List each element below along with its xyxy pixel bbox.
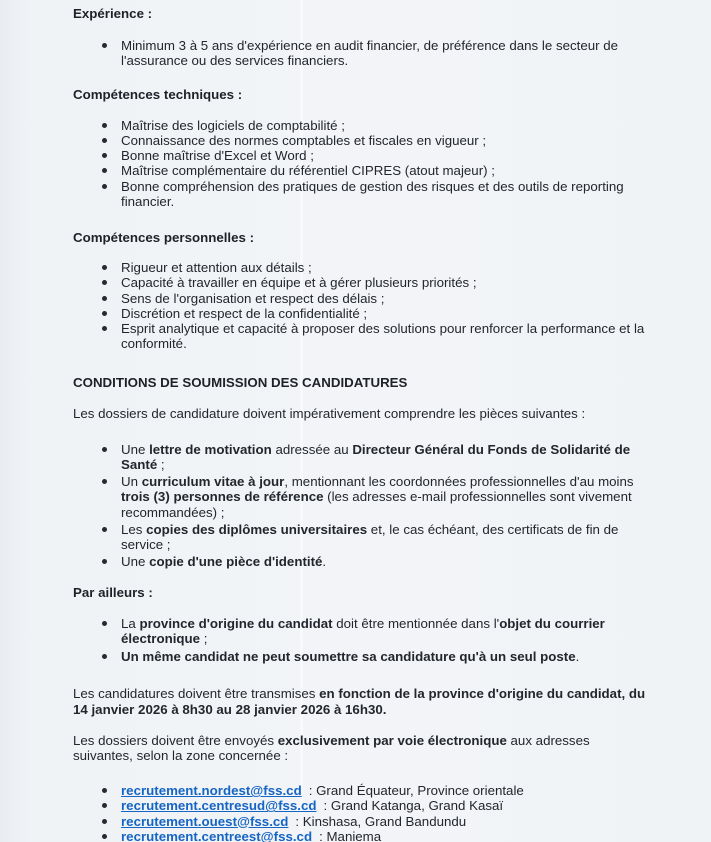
par-ailleurs-list <box>73 616 647 665</box>
bullet-icon <box>102 803 107 808</box>
text-segment: La <box>121 615 140 631</box>
par-ailleurs-heading: Par ailleurs : <box>73 585 153 601</box>
text-segment: Un <box>121 474 142 490</box>
list-item <box>73 616 647 646</box>
email-zone-label: : Grand Katanga, Grand Kasaï <box>323 798 504 814</box>
email-zone-label: : Grand Équateur, Province orientale <box>308 783 524 799</box>
text-segment: Maîtrise complémentaire du référentiel CIPRES (atout majeur) ; <box>121 163 495 179</box>
text-segment: Maîtrise des logiciels de comptabilité ; <box>121 117 345 133</box>
bullet-text <box>121 179 647 209</box>
bullet-text <box>121 275 647 290</box>
text-segment: ; <box>200 630 208 646</box>
bullet-icon <box>102 788 107 793</box>
text-segment: Les dossiers de candidature doivent impérativement comprendre les pièces suivantes : <box>73 405 586 421</box>
text-segment: province d'origine du candidat <box>139 615 333 631</box>
email-link-ouest[interactable]: recrutement.ouest@fss.cd <box>121 813 289 829</box>
list-item <box>73 474 647 520</box>
experience-list <box>73 38 647 68</box>
text-segment: Minimum 3 à 5 ans d'expérience en audit financier, de préférence dans le secteur de l'assurance ou des services financiers. <box>121 38 619 69</box>
text-segment: Bonne maîtrise d'Excel et Word ; <box>121 148 314 164</box>
email-link-centresud[interactable]: recrutement.centresud@fss.cd <box>121 798 317 814</box>
section-experience <box>73 6 647 69</box>
bullet-text <box>121 133 647 148</box>
email-row <box>73 814 647 829</box>
email-row-text <box>121 814 647 829</box>
text-segment: Les candidatures doivent être transmises <box>73 686 320 702</box>
text-segment: et, le cas échéant, des certificats de fin de service ; <box>121 521 619 553</box>
bullet-text <box>121 148 647 163</box>
personal-skills-list <box>73 260 647 351</box>
bullet-icon <box>102 184 107 189</box>
submission-intro-paragraph <box>73 406 647 421</box>
bullet-icon <box>102 834 107 839</box>
text-segment: Une <box>121 441 150 457</box>
bullet-text <box>121 291 647 306</box>
text-segment: trois (3) personnes de référence <box>121 489 324 505</box>
email-row-text <box>121 798 647 813</box>
bullet-icon <box>102 621 107 626</box>
bullet-text <box>121 649 647 664</box>
bullet-text <box>121 442 647 472</box>
text-segment: , mentionnant les coordonnées professionnelles d'au moins <box>284 474 634 490</box>
bullet-icon <box>102 559 107 564</box>
list-item <box>73 148 647 163</box>
bullet-icon <box>102 168 107 173</box>
email-zone-label: : Maniema <box>319 828 382 842</box>
bullet-icon <box>102 265 107 270</box>
experience-heading: Expérience : <box>73 6 153 21</box>
email-row-text <box>121 829 647 842</box>
bullet-icon <box>102 527 107 532</box>
email-row <box>73 798 647 813</box>
list-item <box>73 118 647 133</box>
text-segment: aux adresses suivantes, selon la zone concernée : <box>73 732 590 763</box>
email-row-text <box>121 783 647 798</box>
section-personal-skills <box>73 230 647 351</box>
text-segment: Connaissance des normes comptables et fiscales en vigueur ; <box>121 133 487 149</box>
text-segment: Un même candidat ne peut soumettre sa candidature qu'à un seul poste <box>121 649 576 665</box>
technical-skills-list <box>73 118 647 209</box>
recruitment-emails-list <box>73 783 647 842</box>
bullet-text <box>121 554 647 569</box>
submission-conditions-heading: CONDITIONS DE SOUMISSION DES CANDIDATURES <box>73 375 408 391</box>
text-segment: exclusivement par voie électronique <box>277 732 507 748</box>
text-segment: copies des diplômes universitaires <box>146 521 368 537</box>
list-item <box>73 38 647 68</box>
text-segment: curriculum vitae à jour <box>141 474 285 490</box>
bullet-icon <box>102 138 107 143</box>
bullet-text <box>121 118 647 133</box>
bullet-text <box>121 616 647 646</box>
email-row <box>73 829 647 842</box>
section-technical-skills <box>73 87 647 209</box>
email-zone-label: : Kinshasa, Grand Bandundu <box>295 813 467 829</box>
bullet-text <box>121 163 647 178</box>
text-segment: Une <box>121 554 150 570</box>
list-item <box>73 522 647 552</box>
bullet-icon <box>102 819 107 824</box>
sending-instructions-paragraph <box>73 733 647 763</box>
email-row <box>73 783 647 798</box>
submission-requirements-list <box>73 442 647 570</box>
list-item <box>73 442 647 472</box>
text-segment: objet du courrier électronique <box>121 615 605 646</box>
list-item <box>73 554 647 569</box>
bullet-icon <box>102 123 107 128</box>
document-content <box>73 6 647 842</box>
list-item <box>73 163 647 178</box>
text-segment: Rigueur et attention aux détails ; <box>121 260 312 276</box>
text-segment: en fonction de la province d'origine du candidat, du 14 janvier 2026 à 8h30 au 28 janvier 2026 à 16h30. <box>73 686 646 717</box>
list-item <box>73 179 647 209</box>
email-link-nordest[interactable]: recrutement.nordest@fss.cd <box>121 783 302 799</box>
bullet-text <box>121 306 647 321</box>
list-item <box>73 306 647 321</box>
bullet-icon <box>102 311 107 316</box>
bullet-text <box>121 260 647 275</box>
bullet-icon <box>102 280 107 285</box>
text-segment: Les <box>121 521 147 537</box>
text-segment: lettre de motivation <box>149 441 272 457</box>
text-segment: Bonne compréhension des pratiques de gestion des risques et des outils de reporting financier. <box>121 178 624 209</box>
text-segment: Capacité à travailler en équipe et à gérer plusieurs priorités ; <box>121 275 477 291</box>
bullet-icon <box>102 296 107 301</box>
transmission-deadline-paragraph <box>73 686 647 716</box>
bullet-icon <box>102 654 107 659</box>
bullet-icon <box>102 447 107 452</box>
list-item <box>73 321 647 351</box>
text-segment: (les adresses e-mail professionnelles sont vivement recommandées) ; <box>121 489 632 520</box>
email-link-centreest[interactable]: recrutement.centreest@fss.cd <box>121 828 313 842</box>
text-segment: Discrétion et respect de la confidentialité ; <box>121 305 368 321</box>
bullet-text <box>121 321 647 351</box>
text-segment: . <box>575 649 580 665</box>
bullet-icon <box>102 153 107 158</box>
list-item <box>73 275 647 290</box>
personal-skills-heading: Compétences personnelles : <box>73 230 255 246</box>
text-segment: copie d'une pièce d'identité <box>149 554 323 570</box>
text-segment: Esprit analytique et capacité à proposer des solutions pour renforcer la performance et la conformité. <box>121 321 645 352</box>
bullet-icon <box>102 326 107 331</box>
list-item <box>73 649 647 664</box>
list-item <box>73 133 647 148</box>
text-segment: . <box>322 554 327 570</box>
text-segment: Sens de l'organisation et respect des délais ; <box>121 290 385 306</box>
technical-skills-heading: Compétences techniques : <box>73 86 243 102</box>
text-segment: doit être mentionnée dans l' <box>332 615 500 631</box>
text-segment: Les dossiers doivent être envoyés <box>73 732 278 748</box>
list-item <box>73 260 647 275</box>
bullet-icon <box>102 43 107 48</box>
bullet-text <box>121 474 647 520</box>
bullet-icon <box>102 479 107 484</box>
text-segment: Directeur Général du Fonds de Solidarité de Santé <box>121 441 631 473</box>
text-segment: adressée au <box>271 441 353 457</box>
text-segment: ; <box>157 457 165 473</box>
section-submission-conditions <box>73 375 647 569</box>
bullet-text <box>121 522 647 552</box>
bullet-text <box>121 38 647 68</box>
section-par-ailleurs <box>73 585 647 664</box>
list-item <box>73 291 647 306</box>
